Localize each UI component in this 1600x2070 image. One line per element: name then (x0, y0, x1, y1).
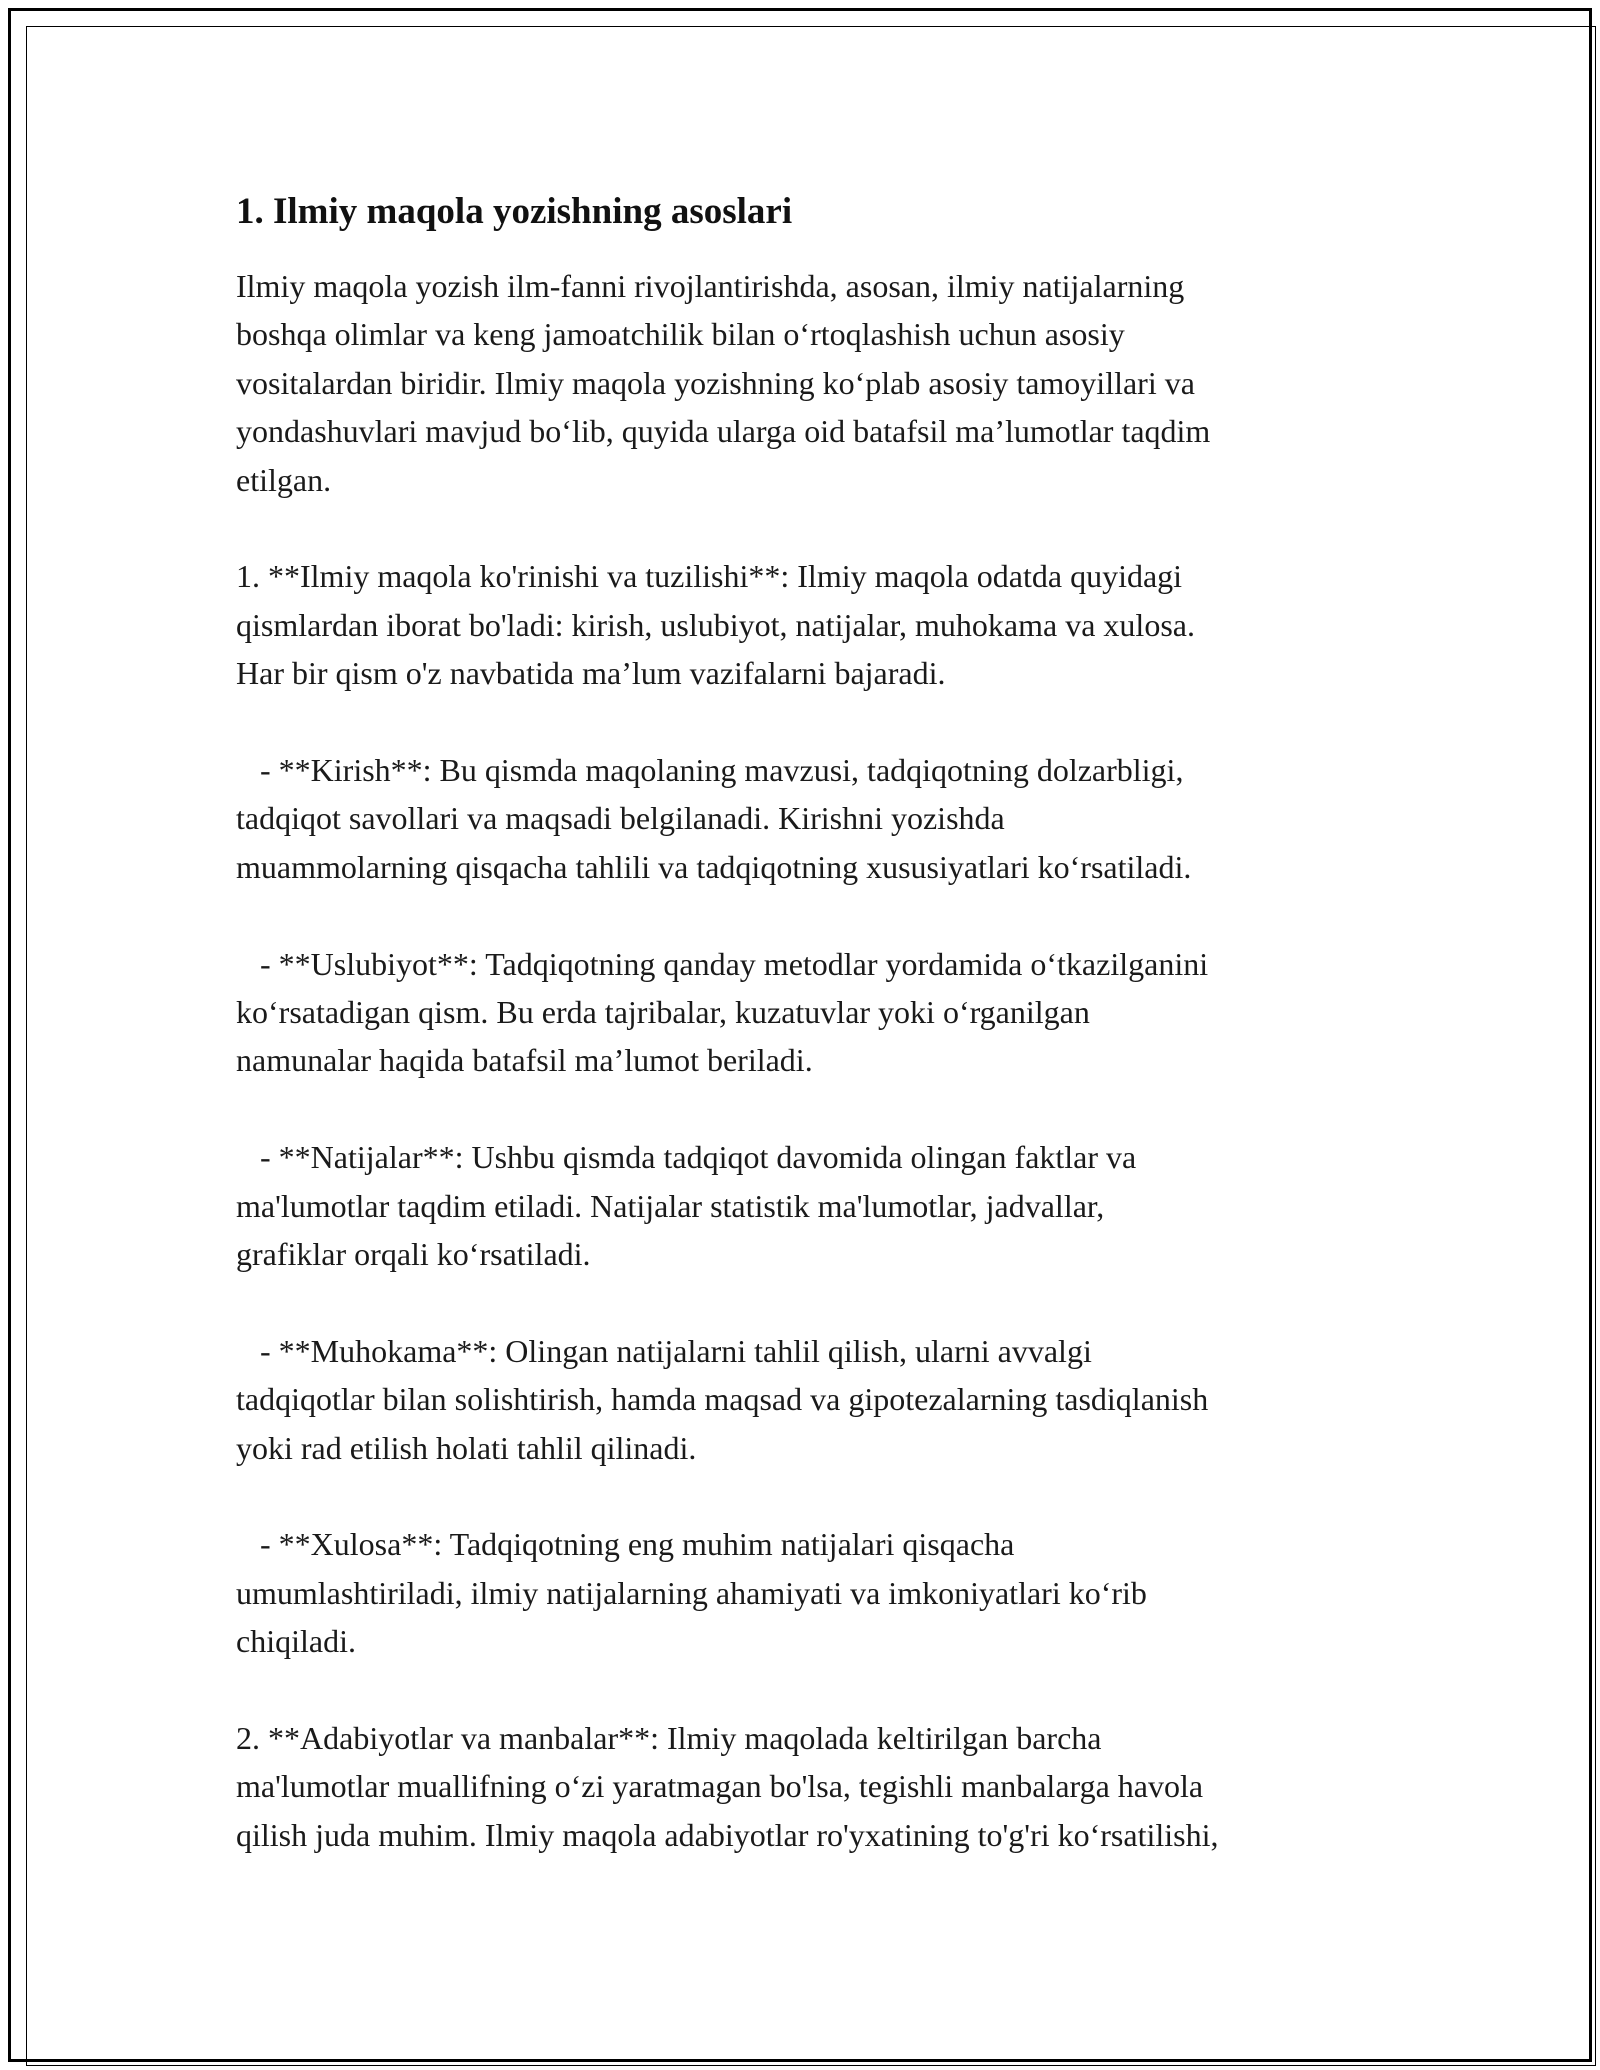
document-body (236, 190, 1376, 1908)
text-line: Ilmiy maqola yozish ilm-fanni rivojlantirishda, asosan, ilmiy natijalarning (236, 268, 1185, 304)
text-line: yondashuvlari mavjud boʻlib, quyida ularga oid batafsil ma’lumotlar taqdim (236, 413, 1211, 450)
text-line: ma'lumotlar muallifning oʻzi yaratmagan bo'lsa, tegishli manbalarga havola (236, 1768, 1204, 1805)
paragraph-intro (236, 262, 1376, 504)
text-line: - **Kirish**: Bu qismda maqolaning mavzusi, tadqiqotning dolzarbligi, (236, 752, 1184, 789)
text-line: tadqiqot savollari va maqsadi belgilanadi. Kirishni yozishda (236, 800, 1005, 837)
paragraph-natijalar (236, 1133, 1376, 1278)
text-line: muammolarning qisqacha tahlili va tadqiqotning xususiyatlari koʻrsatiladi. (236, 848, 1192, 885)
text-line: - **Natijalar**: Ushbu qismda tadqiqot davomida olingan faktlar va (236, 1139, 1137, 1176)
document-heading: 1. Ilmiy maqola yozishning asoslari (236, 191, 793, 232)
text-line: - **Muhokama**: Olingan natijalarni tahlil qilish, ularni avvalgi (236, 1332, 1092, 1369)
paragraph-uslubiyot (236, 940, 1376, 1085)
text-line: vositalardan biridir. Ilmiy maqola yozishning koʻplab asosiy tamoyillari va (236, 364, 1195, 401)
text-line: grafiklar orqali koʻrsatiladi. (236, 1236, 591, 1273)
text-line: yoki rad etilish holati tahlil qilinadi. (236, 1429, 697, 1466)
text-line: koʻrsatadigan qism. Bu erda tajribalar, kuzatuvlar yoki oʻrganilgan (236, 994, 1090, 1031)
paragraph-xulosa (236, 1520, 1376, 1665)
text-line: umumlashtiriladi, ilmiy natijalarning ahamiyati va imkoniyatlari koʻrib (236, 1574, 1147, 1611)
text-line: Har bir qism o'z navbatida ma’lum vazifalarni bajaradi. (236, 655, 946, 692)
text-line: - **Uslubiyot**: Tadqiqotning qanday metodlar yordamida oʻtkazilganini (236, 945, 1209, 982)
text-line: boshqa olimlar va keng jamoatchilik bilan oʻrtoqlashish uchun asosiy (236, 316, 1125, 353)
text-line: chiqiladi. (236, 1623, 356, 1660)
paragraph-kirish (236, 746, 1376, 891)
paragraph-structure (236, 552, 1376, 697)
text-line: tadqiqotlar bilan solishtirish, hamda maqsad va gipotezalarning tasdiqlanish (236, 1381, 1209, 1418)
text-line: - **Xulosa**: Tadqiqotning eng muhim natijalari qisqacha (236, 1526, 1015, 1563)
text-line: qismlardan iborat bo'ladi: kirish, uslubiyot, natijalar, muhokama va xulosa. (236, 606, 1195, 643)
text-line: qilish juda muhim. Ilmiy maqola adabiyotlar ro'yxatining to'g'ri koʻrsatilishi, (236, 1816, 1219, 1853)
text-line: 2. **Adabiyotlar va manbalar**: Ilmiy maqolada keltirilgan barcha (236, 1720, 1102, 1757)
paragraph-muhokama (236, 1327, 1376, 1472)
text-line: etilgan. (236, 461, 332, 498)
text-line: ma'lumotlar taqdim etiladi. Natijalar statistik ma'lumotlar, jadvallar, (236, 1187, 1105, 1224)
text-line: namunalar haqida batafsil ma’lumot beriladi. (236, 1042, 813, 1079)
paragraph-adabiyotlar (236, 1714, 1376, 1859)
text-line: 1. **Ilmiy maqola ko'rinishi va tuzilishi**: Ilmiy maqola odatda quyidagi (236, 558, 1183, 595)
